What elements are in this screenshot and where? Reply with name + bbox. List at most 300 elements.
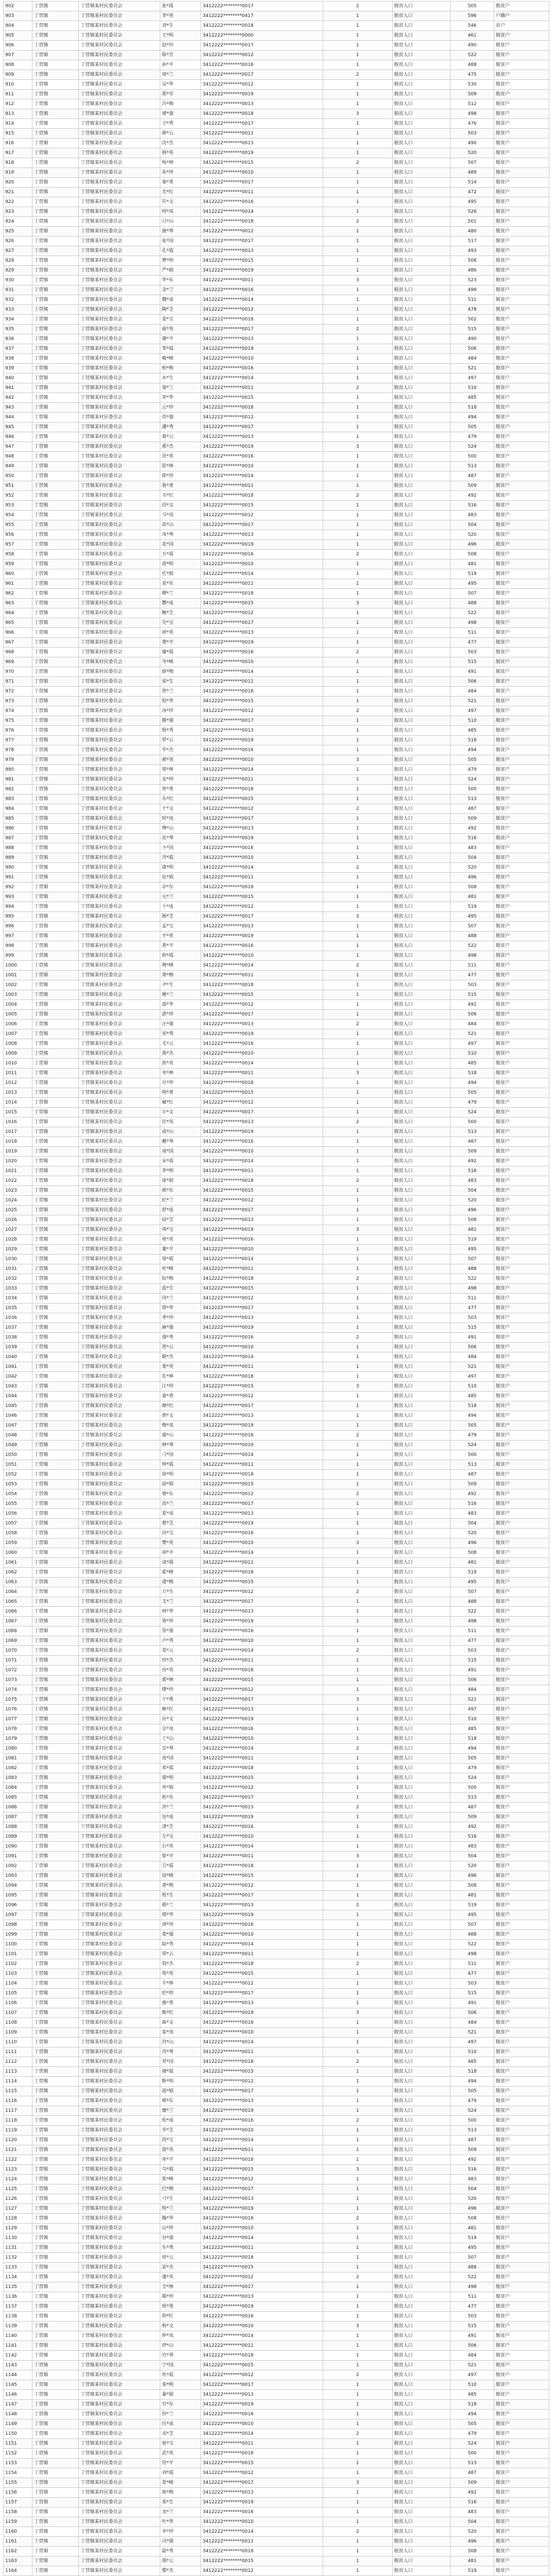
status-cell: 脱贫户 (494, 1685, 549, 1695)
table-row (4, 2419, 549, 2429)
name-cell: 樊*英 (160, 1538, 201, 1548)
name-cell: 刁*国 (160, 1450, 201, 1460)
amount-cell: 498 (450, 1950, 494, 1959)
town-cell: 丁营镇 (32, 148, 79, 158)
town-cell: 丁营镇 (32, 1255, 79, 1264)
row-number: 1043 (4, 1382, 32, 1392)
household-size-cell: 1 (323, 1147, 392, 1157)
category-cell: 脱贫人口 (392, 2517, 450, 2527)
status-cell: 脱贫户 (494, 236, 549, 246)
household-size-cell: 1 (323, 2087, 392, 2096)
id-number-cell: 3412222********0013 (201, 1607, 323, 1617)
household-size-cell: 1 (323, 1832, 392, 1842)
status-cell: 脱贫户 (494, 599, 549, 608)
category-cell: 脱贫人口 (392, 1206, 450, 1215)
town-cell: 丁营镇 (32, 2214, 79, 2224)
id-number-cell: 3412222********0011 (201, 2145, 323, 2155)
table-row (4, 2184, 549, 2194)
town-cell: 丁营镇 (32, 305, 79, 315)
category-cell: 脱贫人口 (392, 1029, 450, 1039)
category-cell: 脱贫人口 (392, 1127, 450, 1137)
row-number: 1091 (4, 1852, 32, 1861)
table-row (4, 2214, 549, 2224)
household-size-cell: 1 (323, 1568, 392, 1578)
town-cell: 丁营镇 (32, 2566, 79, 2576)
id-number-cell: 3412222********0013 (201, 1117, 323, 1127)
household-size-cell: 1 (323, 2077, 392, 2087)
name-cell: 方*霞 (160, 550, 201, 560)
amount-cell: 513 (450, 462, 494, 471)
status-cell: 脱贫户 (494, 1852, 549, 1861)
household-size-cell: 1 (323, 2184, 392, 2194)
town-cell: 丁营镇 (32, 648, 79, 657)
row-number: 1150 (4, 2429, 32, 2439)
table-row (4, 1675, 549, 1685)
village-cell: 丁营镇某村民委员会 (79, 1206, 160, 1215)
village-cell: 丁营镇某村民委员会 (79, 2253, 160, 2263)
amount-cell: 507 (450, 1255, 494, 1264)
town-cell: 丁营镇 (32, 520, 79, 530)
row-number: 923 (4, 207, 32, 217)
name-cell: 栾*明 (160, 2380, 201, 2390)
household-size-cell: 1 (323, 1264, 392, 1274)
village-cell: 丁营镇某村民委员会 (79, 11, 160, 21)
category-cell: 脱贫人口 (392, 1401, 450, 1411)
table-row (4, 1274, 549, 1284)
id-number-cell: 3412222********0011 (201, 873, 323, 883)
table-row (4, 2047, 549, 2057)
table-row (4, 1852, 549, 1861)
amount-cell: 511 (450, 1626, 494, 1636)
status-cell: 脱贫户 (494, 755, 549, 765)
name-cell: 酆*成 (160, 599, 201, 608)
row-number: 1013 (4, 1088, 32, 1098)
id-number-cell: 3412222********0017 (201, 325, 323, 334)
table-row (4, 41, 549, 50)
category-cell: 脱贫人口 (392, 1382, 450, 1392)
amount-cell: 511 (450, 961, 494, 971)
category-cell: 脱贫人口 (392, 462, 450, 471)
village-cell: 丁营镇某村民委员会 (79, 706, 160, 716)
row-number: 984 (4, 804, 32, 814)
name-cell: 汲*娟 (160, 2087, 201, 2096)
category-cell: 脱贫人口 (392, 403, 450, 413)
household-size-cell: 1 (323, 471, 392, 481)
status-cell: 脱贫户 (494, 2057, 549, 2067)
category-cell: 脱贫人口 (392, 1215, 450, 1225)
town-cell: 丁营镇 (32, 1245, 79, 1255)
town-cell: 丁营镇 (32, 129, 79, 139)
village-cell: 丁营镇某村民委员会 (79, 2429, 160, 2439)
town-cell: 丁营镇 (32, 1617, 79, 1626)
status-cell: 脱贫户 (494, 1303, 549, 1313)
household-size-cell: 1 (323, 579, 392, 589)
village-cell: 丁营镇某村民委员会 (79, 1568, 160, 1578)
name-cell: 褚*强 (160, 109, 201, 119)
category-cell: 脱贫人口 (392, 1069, 450, 1078)
amount-cell: 519 (450, 2233, 494, 2243)
category-cell: 脱贫人口 (392, 1675, 450, 1685)
table-row (4, 628, 549, 638)
status-cell: 脱贫户 (494, 305, 549, 315)
name-cell: 费*平 (160, 638, 201, 648)
household-size-cell: 1 (323, 834, 392, 843)
row-number: 961 (4, 579, 32, 589)
town-cell: 丁营镇 (32, 1959, 79, 1969)
amount-cell: 521 (450, 1695, 494, 1705)
status-cell: 脱贫户 (494, 119, 549, 129)
id-number-cell: 3412222********0016 (201, 2116, 323, 2126)
id-number-cell: 3412222********0012 (201, 1489, 323, 1499)
status-cell: 脱贫户 (494, 315, 549, 325)
category-cell: 脱贫人口 (392, 2136, 450, 2145)
id-number-cell: 3412222********0010 (201, 755, 323, 765)
name-cell: 松*成 (160, 2116, 201, 2126)
town-cell: 丁营镇 (32, 2116, 79, 2126)
status-cell: 脱贫户 (494, 422, 549, 432)
category-cell: 脱贫人口 (392, 657, 450, 667)
village-cell: 丁营镇某村民委员会 (79, 2507, 160, 2517)
category-cell: 脱贫人口 (392, 540, 450, 550)
table-row (4, 1049, 549, 1059)
name-cell: 刘*生 (160, 21, 201, 31)
table-row (4, 1578, 549, 1587)
table-row (4, 1705, 549, 1715)
status-cell: 脱贫户 (494, 403, 549, 413)
table-row (4, 1979, 549, 1989)
id-number-cell: 3412222********0018 (201, 1666, 323, 1675)
id-number-cell: 3412222********0013 (201, 1901, 323, 1910)
name-cell: 应*文 (160, 1715, 201, 1724)
town-cell: 丁营镇 (32, 1137, 79, 1147)
table-row (4, 305, 549, 315)
village-cell: 丁营镇某村民委员会 (79, 1538, 160, 1548)
row-number: 976 (4, 726, 32, 736)
category-cell: 脱贫人口 (392, 990, 450, 1000)
category-cell: 脱贫人口 (392, 354, 450, 364)
household-size-cell: 1 (323, 1509, 392, 1519)
name-cell: 惠*勇 (160, 1998, 201, 2008)
name-cell: 贝*珍 (160, 1078, 201, 1088)
row-number: 992 (4, 883, 32, 892)
row-number: 1151 (4, 2439, 32, 2449)
id-number-cell: 3412222********0012 (201, 804, 323, 814)
household-size-cell: 1 (323, 1215, 392, 1225)
status-cell: 脱贫户 (494, 1078, 549, 1088)
household-size-cell: 3 (323, 1538, 392, 1548)
amount-cell: 522 (450, 1274, 494, 1284)
category-cell: 脱贫人口 (392, 60, 450, 70)
table-row (4, 608, 549, 618)
name-cell: 单*娟 (160, 1783, 201, 1793)
household-size-cell: 1 (323, 1245, 392, 1255)
town-cell: 丁营镇 (32, 1206, 79, 1215)
town-cell: 丁营镇 (32, 794, 79, 804)
status-cell: 脱贫户 (494, 1519, 549, 1529)
row-number: 998 (4, 941, 32, 951)
household-size-cell: 1 (323, 422, 392, 432)
name-cell: 骆*东 (160, 1489, 201, 1499)
village-cell: 丁营镇某村民委员会 (79, 1842, 160, 1852)
name-cell: 甄*红 (160, 2008, 201, 2018)
amount-cell: 500 (450, 452, 494, 462)
town-cell: 丁营镇 (32, 569, 79, 579)
id-number-cell: 3412222********0018 (201, 2155, 323, 2165)
table-row (4, 1822, 549, 1832)
town-cell: 丁营镇 (32, 2547, 79, 2556)
town-cell: 丁营镇 (32, 657, 79, 667)
table-row (4, 1548, 549, 1558)
category-cell: 脱贫人口 (392, 853, 450, 863)
name-cell: 凤*琴 (160, 530, 201, 540)
household-size-cell: 1 (323, 569, 392, 579)
id-number-cell: 3412222********0018 (201, 491, 323, 501)
id-number-cell: 3412222********0017 (201, 1597, 323, 1607)
id-number-cell: 3412222********0019 (201, 1519, 323, 1529)
table-row (4, 1039, 549, 1049)
town-cell: 丁营镇 (32, 2224, 79, 2233)
row-number: 1037 (4, 1323, 32, 1333)
category-cell: 脱贫人口 (392, 90, 450, 99)
category-cell: 脱贫人口 (392, 1773, 450, 1783)
village-cell: 丁营镇某村民委员会 (79, 1127, 160, 1137)
table-row (4, 834, 549, 843)
household-size-cell: 1 (323, 971, 392, 980)
village-cell: 丁营镇某村民委员会 (79, 1460, 160, 1470)
status-cell: 脱贫户 (494, 2028, 549, 2038)
id-number-cell: 3412222********0010 (201, 1343, 323, 1352)
category-cell: 脱贫人口 (392, 2341, 450, 2351)
name-cell: 杜*峰 (160, 1264, 201, 1274)
town-cell: 丁营镇 (32, 1705, 79, 1715)
village-cell: 丁营镇某村民委员会 (79, 716, 160, 726)
category-cell: 脱贫人口 (392, 2459, 450, 2468)
table-row (4, 1284, 549, 1294)
table-row (4, 1538, 549, 1548)
category-cell: 脱贫人口 (392, 2175, 450, 2184)
name-cell: 闵*兰 (160, 1294, 201, 1303)
household-size-cell: 1 (323, 1450, 392, 1460)
village-cell: 丁营镇某村民委员会 (79, 2478, 160, 2488)
household-size-cell: 1 (323, 2449, 392, 2459)
household-size-cell: 1 (323, 1969, 392, 1979)
village-cell: 丁营镇某村民委员会 (79, 1910, 160, 1920)
id-number-cell: 3412222********0011 (201, 677, 323, 687)
status-cell: 脱贫户 (494, 550, 549, 560)
amount-cell: 505 (450, 1421, 494, 1431)
status-cell: 脱贫户 (494, 188, 549, 197)
town-cell: 丁营镇 (32, 1548, 79, 1558)
table-row (4, 109, 549, 119)
village-cell: 丁营镇某村民委员会 (79, 1715, 160, 1724)
town-cell: 丁营镇 (32, 1832, 79, 1842)
town-cell: 丁营镇 (32, 246, 79, 256)
table-row (4, 2449, 549, 2459)
town-cell: 丁营镇 (32, 2331, 79, 2341)
table-row (4, 1166, 549, 1176)
amount-cell: 513 (450, 2126, 494, 2136)
amount-cell: 488 (450, 1930, 494, 1940)
name-cell: 蓬*英 (160, 2273, 201, 2282)
status-cell: 脱贫户 (494, 1186, 549, 1196)
household-size-cell: 1 (323, 843, 392, 853)
village-cell: 丁营镇某村民委员会 (79, 2057, 160, 2067)
town-cell: 丁营镇 (32, 1098, 79, 1108)
id-number-cell: 3412222********0018 (201, 883, 323, 892)
amount-cell: 520 (450, 1196, 494, 1206)
status-cell: 脱贫户 (494, 1734, 549, 1744)
town-cell: 丁营镇 (32, 1489, 79, 1499)
amount-cell: 490 (450, 139, 494, 148)
row-number: 1162 (4, 2547, 32, 2556)
town-cell: 丁营镇 (32, 1284, 79, 1294)
town-cell: 丁营镇 (32, 579, 79, 589)
amount-cell: 494 (450, 2410, 494, 2419)
household-size-cell: 1 (323, 902, 392, 912)
status-cell: 脱贫户 (494, 2331, 549, 2341)
row-number: 1084 (4, 1783, 32, 1793)
village-cell: 丁营镇某村民委员会 (79, 599, 160, 608)
row-number: 924 (4, 217, 32, 227)
household-size-cell: 1 (323, 1597, 392, 1607)
table-row (4, 2390, 549, 2400)
amount-cell: 477 (450, 1303, 494, 1313)
table-row (4, 2302, 549, 2312)
town-cell: 丁营镇 (32, 2282, 79, 2292)
amount-cell: 522 (450, 941, 494, 951)
status-cell: 脱贫户 (494, 1460, 549, 1470)
table-row (4, 677, 549, 687)
category-cell: 脱贫人口 (392, 638, 450, 648)
id-number-cell: 3412222********0012 (201, 706, 323, 716)
household-size-cell: 1 (323, 530, 392, 540)
household-size-cell: 1 (323, 1989, 392, 1998)
category-cell: 脱贫人口 (392, 2380, 450, 2390)
category-cell: 脱贫人口 (392, 1724, 450, 1734)
name-cell: 章*华 (160, 393, 201, 403)
table-row (4, 1529, 549, 1538)
table-row (4, 1519, 549, 1529)
id-number-cell: 3412222********0016 (201, 2507, 323, 2517)
amount-cell: 522 (450, 2273, 494, 2282)
status-cell: 脱贫户 (494, 1245, 549, 1255)
row-number: 1055 (4, 1499, 32, 1509)
name-cell: 洪*兰 (160, 1803, 201, 1812)
name-cell: 杨*林 (160, 158, 201, 168)
village-cell: 丁营镇某村民委员会 (79, 1509, 160, 1519)
amount-cell: 481 (450, 560, 494, 569)
town-cell: 丁营镇 (32, 1010, 79, 1020)
category-cell: 脱贫人口 (392, 1734, 450, 1744)
id-number-cell: 3412222********0019 (201, 2008, 323, 2018)
household-size-cell: 2 (323, 1901, 392, 1910)
status-cell: 脱贫户 (494, 1597, 549, 1607)
household-size-cell: 1 (323, 2507, 392, 2517)
category-cell: 脱贫人口 (392, 99, 450, 109)
status-cell: 脱贫户 (494, 1098, 549, 1108)
id-number-cell: 3412222********0011 (201, 188, 323, 197)
id-number-cell: 3412222********0015 (201, 1284, 323, 1294)
town-cell: 丁营镇 (32, 1020, 79, 1029)
name-cell: 强*秀 (160, 1333, 201, 1343)
id-number-cell: 3412222********0016 (201, 1039, 323, 1049)
category-cell: 脱贫人口 (392, 2488, 450, 2498)
category-cell: 脱贫人口 (392, 736, 450, 745)
table-row (4, 912, 549, 922)
name-cell: 束*生 (160, 2498, 201, 2507)
name-cell: 井*芝 (160, 2126, 201, 2136)
village-cell: 丁营镇某村民委员会 (79, 745, 160, 755)
village-cell: 丁营镇某村民委员会 (79, 785, 160, 794)
category-cell: 脱贫人口 (392, 1881, 450, 1891)
name-cell: 袁*东 (160, 579, 201, 589)
town-cell: 丁营镇 (32, 21, 79, 31)
row-number: 1083 (4, 1773, 32, 1783)
table-row (4, 726, 549, 736)
category-cell: 脱贫人口 (392, 2282, 450, 2292)
household-size-cell: 3 (323, 599, 392, 608)
name-cell: 陶*芝 (160, 305, 201, 315)
town-cell: 丁营镇 (32, 1127, 79, 1137)
row-number: 1045 (4, 1401, 32, 1411)
amount-cell: 518 (450, 403, 494, 413)
name-cell: 司*强 (160, 2537, 201, 2547)
village-cell: 丁营镇某村民委员会 (79, 1480, 160, 1489)
id-number-cell: 3412222********0014 (201, 569, 323, 579)
amount-cell: 495 (450, 2243, 494, 2253)
village-cell: 丁营镇某村民委员会 (79, 1235, 160, 1245)
category-cell: 脱贫人口 (392, 824, 450, 834)
table-row (4, 207, 549, 217)
status-cell: 脱贫户 (494, 951, 549, 961)
name-cell: 陆*秀 (160, 1940, 201, 1950)
row-number: 1004 (4, 1000, 32, 1010)
village-cell: 丁营镇某村民委员会 (79, 579, 160, 589)
table-row (4, 2341, 549, 2351)
town-cell: 丁营镇 (32, 1754, 79, 1764)
name-cell: 殷*秀 (160, 726, 201, 736)
table-row (4, 354, 549, 364)
category-cell: 脱贫人口 (392, 2439, 450, 2449)
village-cell: 丁营镇某村民委员会 (79, 1529, 160, 1538)
village-cell: 丁营镇某村民委员会 (79, 393, 160, 403)
table-row (4, 2087, 549, 2096)
amount-cell: 518 (450, 1401, 494, 1411)
status-cell: 脱贫户 (494, 1431, 549, 1440)
village-cell: 丁营镇某村民委员会 (79, 687, 160, 697)
id-number-cell: 3412222********0018 (201, 1959, 323, 1969)
town-cell: 丁营镇 (32, 697, 79, 706)
name-cell: 项*宝 (160, 1225, 201, 1235)
amount-cell: 497 (450, 2038, 494, 2047)
status-cell: 脱贫户 (494, 2429, 549, 2439)
village-cell: 丁营镇某村民委员会 (79, 1333, 160, 1343)
household-size-cell: 1 (323, 2419, 392, 2429)
household-size-cell: 1 (323, 1881, 392, 1891)
household-size-cell: 1 (323, 2155, 392, 2165)
household-size-cell: 2 (323, 1803, 392, 1812)
village-cell: 丁营镇某村民委员会 (79, 481, 160, 491)
household-size-cell: 1 (323, 256, 392, 266)
amount-cell: 495 (450, 1578, 494, 1587)
name-cell: 贲*国 (160, 1754, 201, 1764)
status-cell: 脱贫户 (494, 383, 549, 393)
name-cell: 吴*华 (160, 80, 201, 90)
village-cell: 丁营镇某村民委员会 (79, 2321, 160, 2331)
town-cell: 丁营镇 (32, 1597, 79, 1607)
name-cell: 叶*华 (160, 2517, 201, 2527)
amount-cell: 519 (450, 1568, 494, 1578)
